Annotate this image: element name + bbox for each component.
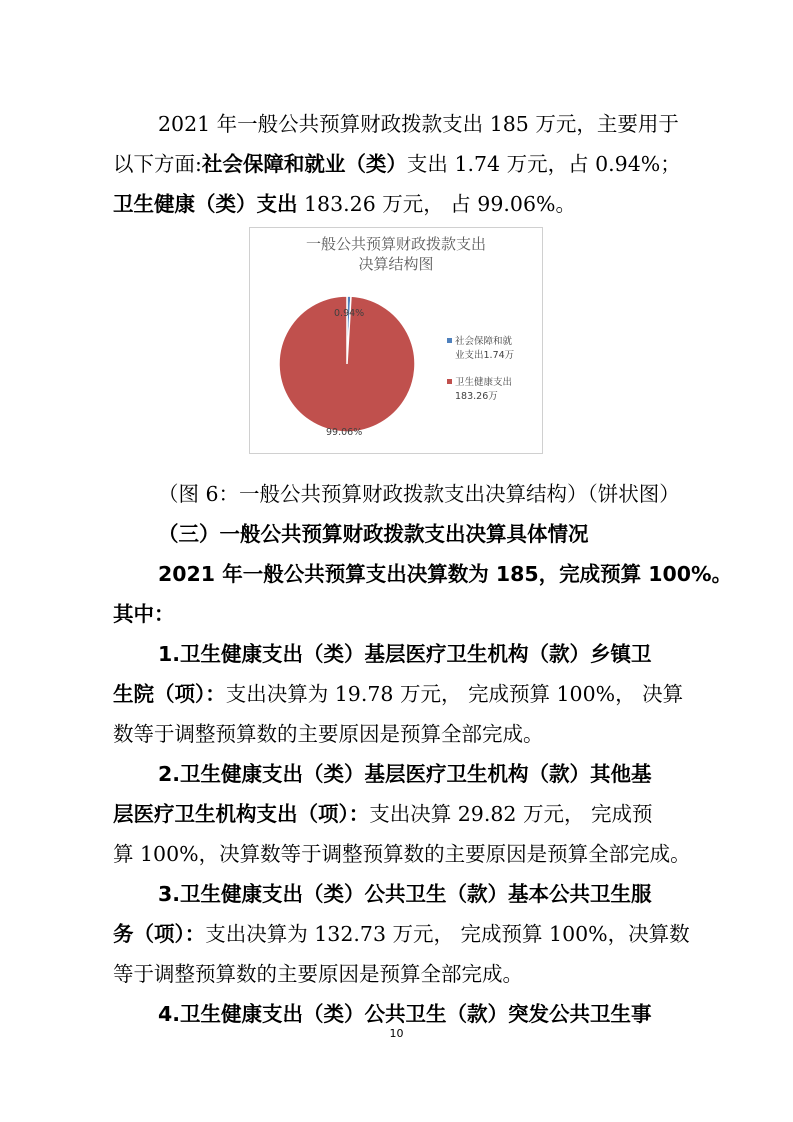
intro-text-3a: 卫生健康（类）支出	[113, 192, 298, 216]
legend-label-social-2: 业支出1.74万	[455, 350, 515, 361]
slice-label-health: 99.06%	[326, 427, 363, 438]
intro-text-2c: 支出 1.74 万元，占 0.94%；	[406, 152, 681, 176]
item-4-line-1: 4.卫生健康支出（类）公共卫生（款）突发公共卫生事	[158, 1002, 652, 1026]
intro-text-2a: 以下方面:	[113, 152, 202, 176]
legend-label-social-1: 社会保障和就	[455, 336, 513, 347]
slice-label-social: 0.94%	[334, 308, 365, 319]
item-2-line-2	[113, 799, 653, 829]
chart-title-line-2: 决算结构图	[358, 255, 434, 273]
legend-swatch-social	[447, 338, 452, 343]
intro-text-1: 2021 年一般公共预算财政拨款支出 185 万元，主要用于	[158, 112, 679, 136]
item-3-line-1: 3.卫生健康支出（类）公共卫生（款）基本公共卫生服	[158, 882, 652, 906]
intro-text-3b: 183.26 万元， 占 99.06%。	[297, 192, 576, 216]
item-3-text: 支出决算为 132.73 万元， 完成预算 100%，决算数	[205, 922, 690, 946]
item-2-line-1: 2.卫生健康支出（类）基层医疗卫生机构（款）其他基	[158, 762, 652, 786]
item-3-line-2	[113, 919, 690, 949]
legend-label-health-2: 183.26万	[455, 391, 498, 402]
chart-title-line-1: 一般公共预算财政拨款支出	[305, 235, 486, 253]
legend-label-health-1: 卫生健康支出	[455, 377, 513, 388]
summary-line-2: 其中：	[113, 602, 175, 626]
intro-line-2	[113, 149, 681, 179]
item-1-line-1: 1.卫生健康支出（类）基层医疗卫生机构（款）乡镇卫	[158, 642, 652, 666]
pie-svg	[250, 228, 542, 453]
intro-text-2b: 社会保障和就业（类）	[201, 152, 407, 176]
item-1-text: 支出决算为 19.78 万元， 完成预算 100%， 决算	[225, 682, 684, 706]
pie-chart	[249, 227, 543, 454]
item-3-line-3: 等于调整预算数的主要原因是预算全部完成。	[113, 962, 523, 986]
intro-line-1	[158, 109, 679, 139]
item-1-heading-end: 生院（项）：	[113, 682, 226, 706]
section-heading: （三）一般公共预算财政拨款支出决算具体情况	[158, 522, 589, 546]
item-2-heading-end: 层医疗卫生机构支出（项）：	[113, 802, 370, 826]
item-1-line-2	[113, 679, 683, 709]
legend-swatch-health	[447, 379, 452, 384]
intro-line-3	[113, 189, 576, 219]
item-2-line-3: 算 100%，决算数等于调整预算数的主要原因是预算全部完成。	[113, 842, 691, 866]
item-3-heading-end: 务（项）：	[113, 922, 206, 946]
item-2-text: 支出决算 29.82 万元， 完成预	[369, 802, 653, 826]
page-number: 10	[389, 1027, 404, 1040]
item-1-line-3: 数等于调整预算数的主要原因是预算全部完成。	[113, 722, 544, 746]
summary-line-1: 2021 年一般公共预算支出决算数为 185，完成预算 100%。	[158, 562, 733, 586]
figure-caption: （图 6：一般公共预算财政拨款支出决算结构）（饼状图）	[158, 482, 680, 506]
